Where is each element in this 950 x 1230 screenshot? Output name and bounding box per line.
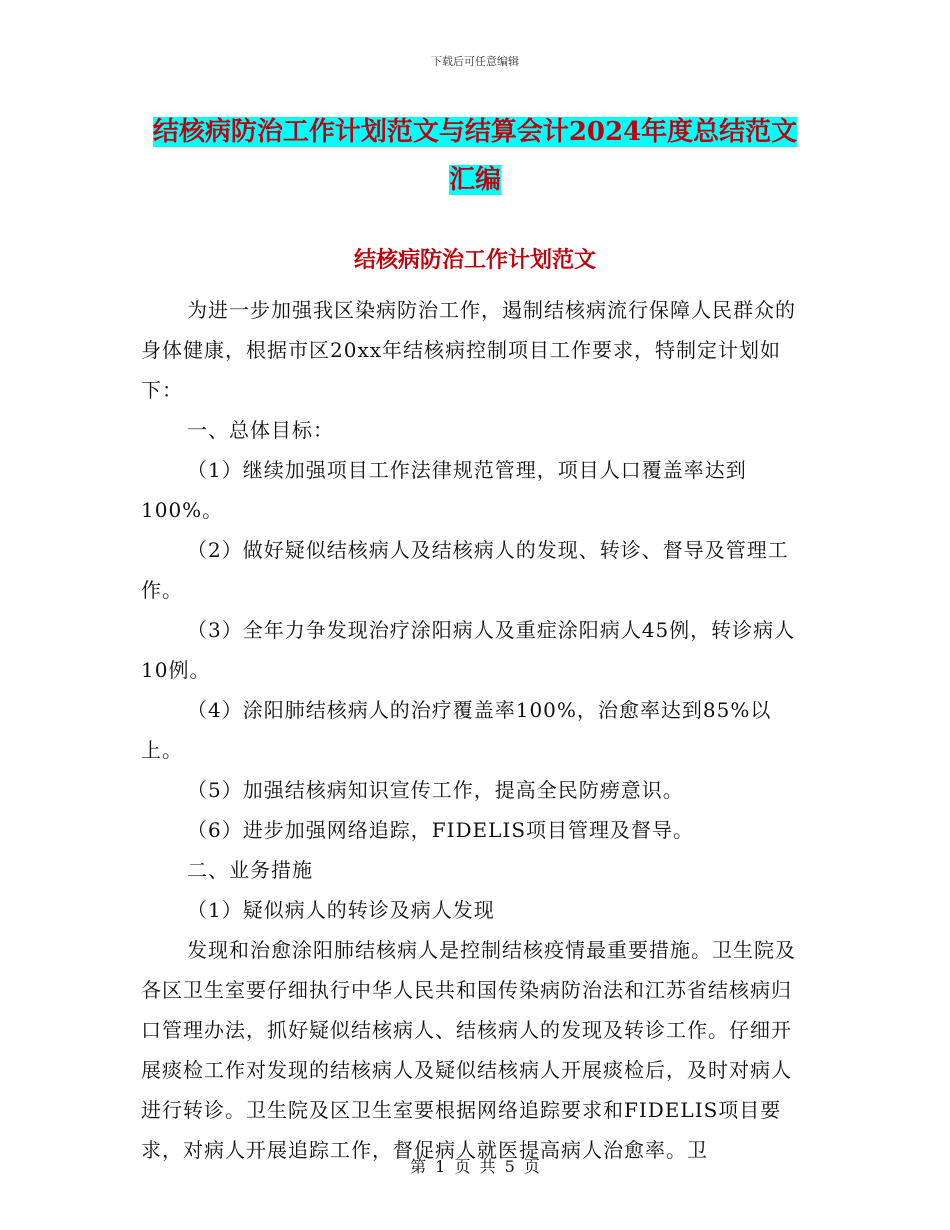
measure-item-1: （1）疑似病人的转诊及病人发现 bbox=[187, 898, 495, 922]
heading-overall-goals: 一、总体目标： bbox=[187, 418, 334, 442]
goal-item-6: （6）进步加强网络追踪，FIDELIS项目管理及督导。 bbox=[187, 818, 695, 842]
header-note: 下载后可任意编辑 bbox=[431, 55, 519, 68]
heading-business-measures: 二、业务措施 bbox=[187, 858, 313, 882]
document-title-text: 结核病防治工作计划范文与结算会计2024年度总结范文汇编 bbox=[152, 117, 798, 195]
paragraph-intro: 为进一步加强我区染病防治工作，遏制结核病流行保障人民群众的身体健康，根据市区20xx年结核病控制项目工作要求，特制定计划如下： bbox=[141, 298, 796, 402]
page-footer: 第 1 页 共 5 页 bbox=[410, 1157, 540, 1176]
goal-item-2: （2）做好疑似结核病人及结核病人的发现、转诊、督导及管理工作。 bbox=[141, 538, 789, 602]
goal-item-4: （4）涂阳肺结核病人的治疗覆盖率100%，治愈率达到85%以上。 bbox=[141, 698, 772, 762]
paragraph-measure-detail: 发现和治愈涂阳肺结核病人是控制结核疫情最重要措施。卫生院及各区卫生室要仔细执行中华人民共和国传染病防治法和江苏省结核病归口管理办法，抓好疑似结核病人、结核病人的发现及转诊工作。仔细开展痰检工作对发现的结核病人及疑似结核病人开展痰检后，及时对病人进行转诊。卫生院及区卫生室要根据网络追踪要求和FIDELIS项目要求，对病人开展追踪工作，督促病人就医提高病人治愈率。卫 bbox=[141, 938, 796, 1162]
goal-item-5: （5）加强结核病知识宣传工作，提高全民防痨意识。 bbox=[187, 778, 684, 802]
goal-item-3: （3）全年力争发现治疗涂阳病人及重症涂阳病人45例，转诊病人10例。 bbox=[141, 618, 796, 682]
section-title: 结核病防治工作计划范文 bbox=[353, 247, 596, 273]
document-title bbox=[140, 108, 810, 204]
goal-item-1: （1）继续加强项目工作法律规范管理，项目人口覆盖率达到100%。 bbox=[141, 458, 747, 522]
document-body bbox=[141, 290, 811, 1170]
